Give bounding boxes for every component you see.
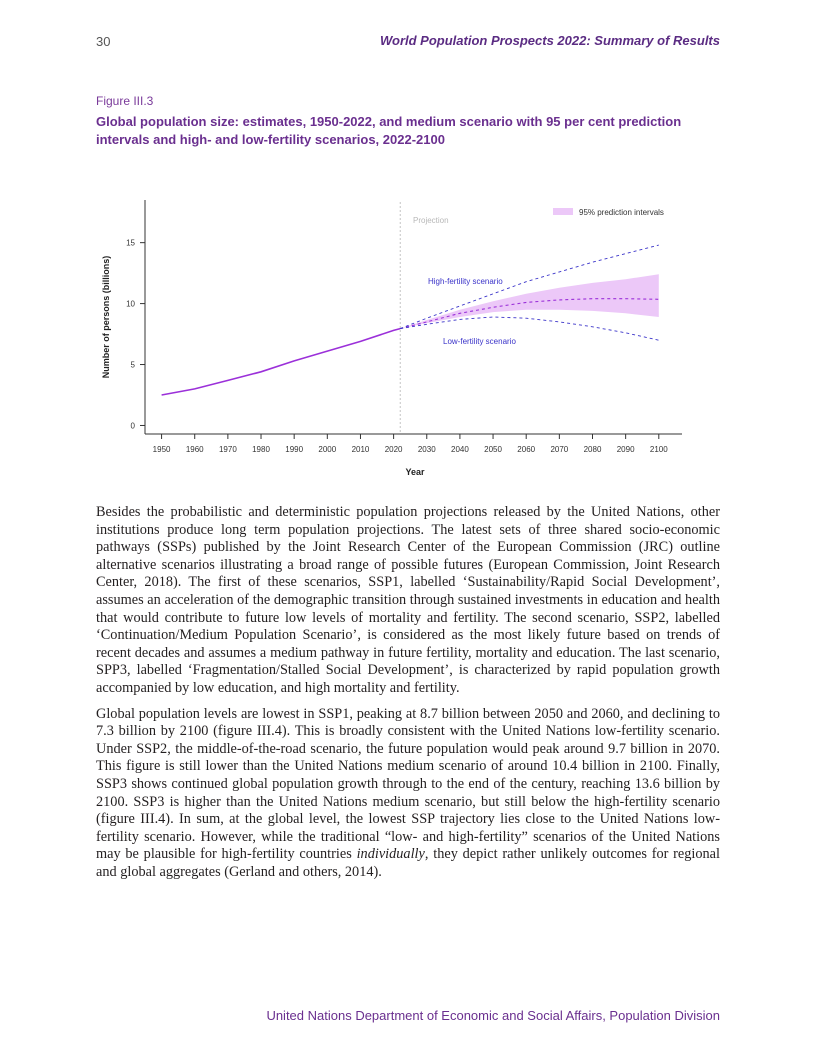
figure-title: Global population size: estimates, 1950-2022, and medium scenario with 95 per cent prediction intervals and high- and low-fertility scenarios, 2022-2100 — [96, 114, 682, 147]
x-tick-label: 1960 — [185, 445, 204, 454]
x-tick-label: 2100 — [649, 445, 668, 454]
projection-label: Projection — [413, 216, 449, 225]
y-tick-label: 5 — [130, 360, 135, 370]
x-tick-label: 2090 — [616, 445, 635, 454]
x-tick-label: 2080 — [583, 445, 602, 454]
paragraph-2-part-1: Global population levels are lowest in SSP1, peaking at 8.7 billion between 2050 and 2060, and declining to 7.3 billion by 2100 (figure III.4). This is broadly consistent with the United Nations low-fertility scenario. Under SSP2, the middle-of-the-road scenario, the future population would peak around 9.7 billion in 2070. This figure is still lower than the United Nations medium scenario of around 10.4 billion in 2100. Finally, SSP3 shows continued global population growth through to the end of the century, reaching 13.6 billion by 2100. SSP3 is higher than the United Nations medium scenario, but still below the high-fertility scenario (figure III.4). In sum, at the global level, the lowest SSP trajectory lies close to the United Nations low-fertility scenario. However, while the traditional “low- and high-fertility” scenarios of the United Nations may be plausible for high-fertility countries — [96, 705, 720, 863]
x-tick-label: 2000 — [318, 445, 337, 454]
paragraph-2-emphasis: individually — [356, 846, 425, 863]
x-tick-label: 2020 — [384, 445, 403, 454]
x-tick-label: 1970 — [218, 445, 237, 454]
y-axis-label: Number of persons (billions) — [101, 255, 111, 379]
legend-swatch — [553, 208, 573, 215]
x-tick-label: 1950 — [152, 445, 171, 454]
high-fertility-annotation: High-fertility scenario — [428, 277, 503, 286]
y-tick-label: 10 — [126, 299, 135, 309]
y-tick-label: 0 — [130, 421, 135, 431]
footer: United Nations Department of Economic and Social Affairs, Population Division — [266, 1008, 720, 1023]
paragraph-2-part-2: , they depict rather unlikely outcomes for regional and global aggregates (Gerland and others, 2014). — [96, 846, 720, 880]
y-tick-label: 15 — [126, 238, 135, 248]
x-tick-label: 2060 — [517, 445, 536, 454]
plot-area — [162, 202, 659, 434]
x-tick-label: 2030 — [417, 445, 436, 454]
x-tick-label: 2010 — [351, 445, 370, 454]
paragraph-1: Besides the probabilistic and deterministic population projections released by the United Nations, other institutions produce long term population projections. The latest sets of three shared socio-economic pathways (SSPs) published by the Joint Research Center of the European Commission (JRC) outline alternative scenarios illustrating a broad range of possible futures (European Commission, Joint Research Center, 2018). The first of these scenarios, SSP1, labelled ‘Sustainability/Rapid Social Development’, assumes an acceleration of the demographic transition through sustained investments in education and health that would contribute to future low levels of mortality and fertility. The second scenario, SSP2, labelled ‘Continuation/Medium Population Scenario’, is considered as the most likely future based on trends of recent decades and assumes a medium pathway in future fertility, mortality and education. The last scenario, SPP3, labelled ‘Fragmentation/Stalled Social Development’, is characterized by rapid population growth accompanied by low education, and high mortality and fertility. — [96, 504, 720, 696]
x-tick-label: 1990 — [285, 445, 304, 454]
x-tick-label: 2050 — [484, 445, 502, 454]
paragraph-2 — [96, 706, 720, 882]
x-tick-label: 2040 — [451, 445, 469, 454]
x-tick-label: 1980 — [252, 445, 270, 454]
population-chart — [90, 190, 690, 490]
low-fertility-annotation: Low-fertility scenario — [443, 337, 516, 346]
x-tick-label: 2070 — [550, 445, 569, 454]
page-number: 30 — [96, 34, 111, 49]
figure-label: Figure III.3 — [96, 94, 154, 108]
body-text — [96, 504, 720, 889]
axes — [126, 200, 682, 454]
estimates-line — [162, 329, 401, 395]
legend-label: 95% prediction intervals — [579, 208, 664, 217]
running-header: World Population Prospects 2022: Summary of Results — [379, 33, 720, 48]
x-axis-label: Year — [405, 467, 425, 477]
